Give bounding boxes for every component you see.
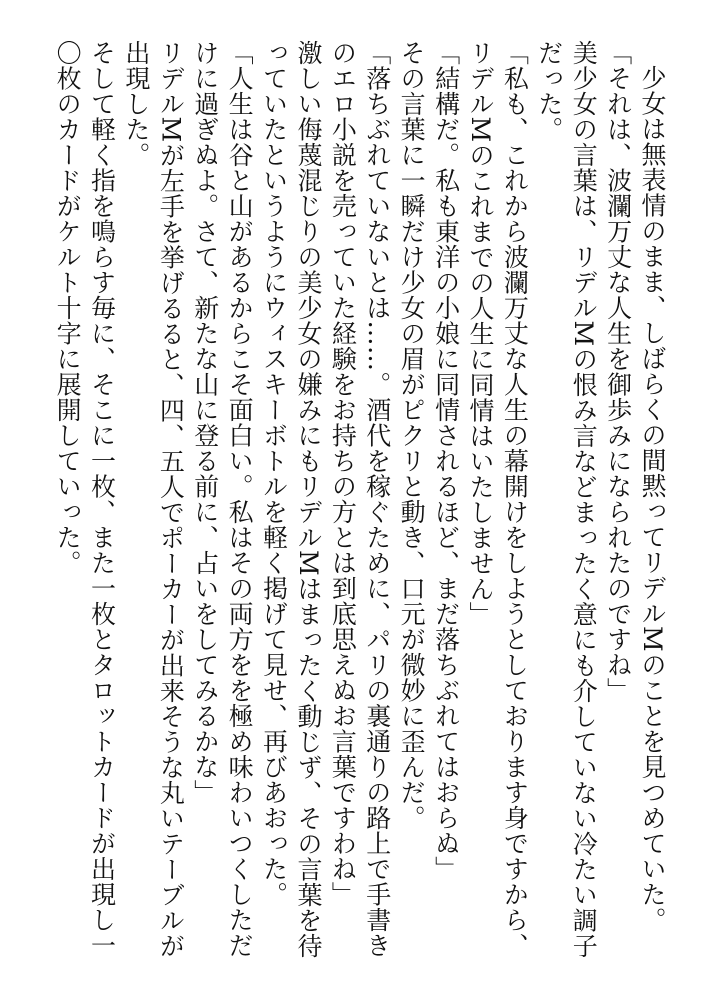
paragraph: 「落ちぶれていないとは……。酒代を稼ぐために、パリの裏通りの路上で手書きのエロ小説を売っていた経験をお持ちの方とは到底思えぬお言葉ですわね」 — [328, 40, 392, 958]
paragraph: 「それは、波瀾万丈な人生を御歩みになられたのですね」 — [603, 40, 633, 703]
paragraph: 美少女の言葉は、リデルMの恨み言などまったく意にも介していない冷たい調子だった。 — [534, 40, 599, 959]
paragraph: 「結構だ。私も東洋の小娘に同情されるほど、まだ落ちぶれてはおらぬ」 — [431, 40, 461, 882]
paragraph: 少女は無表情のまま、しばらくの間黙ってリデルMのことを見つめていた。 — [638, 65, 667, 933]
paragraph: そして軽く指を鳴らす毎に、そこに一枚、また一枚とタロットカードが出現し一〇枚のカードがケルト十字に展開していった。 — [53, 40, 117, 958]
paragraph: 「私も、これから波瀾万丈な人生の幕開けをしようとしております身ですから、リデルMのこれまでの人生に同情はいたしません」 — [465, 40, 530, 958]
paragraph: 激しい侮蔑混じりの美少女の嫌みにもリデルMはまったく動じず、その言葉を待っていたというようにウィスキーボトルを軽く掲げて見せ、再びあおった。 — [259, 40, 323, 959]
vertical-text-body — [29, 40, 669, 975]
paragraph: 「人生は谷と山があるからこそ面白い。私はその両方をを極め味わいつくしただけに過ぎぬよ。さて、新たな山に登る前に、占いをしてみるかな」 — [190, 40, 255, 958]
paragraph: その言葉に一瞬だけ少女の眉がピクリと動き、口元が微妙に歪んだ。 — [397, 40, 427, 831]
paragraph: リデルMが左手を挙げるると、四、五人でポーカーが出来そうな丸いテーブルが出現した。 — [121, 40, 186, 959]
